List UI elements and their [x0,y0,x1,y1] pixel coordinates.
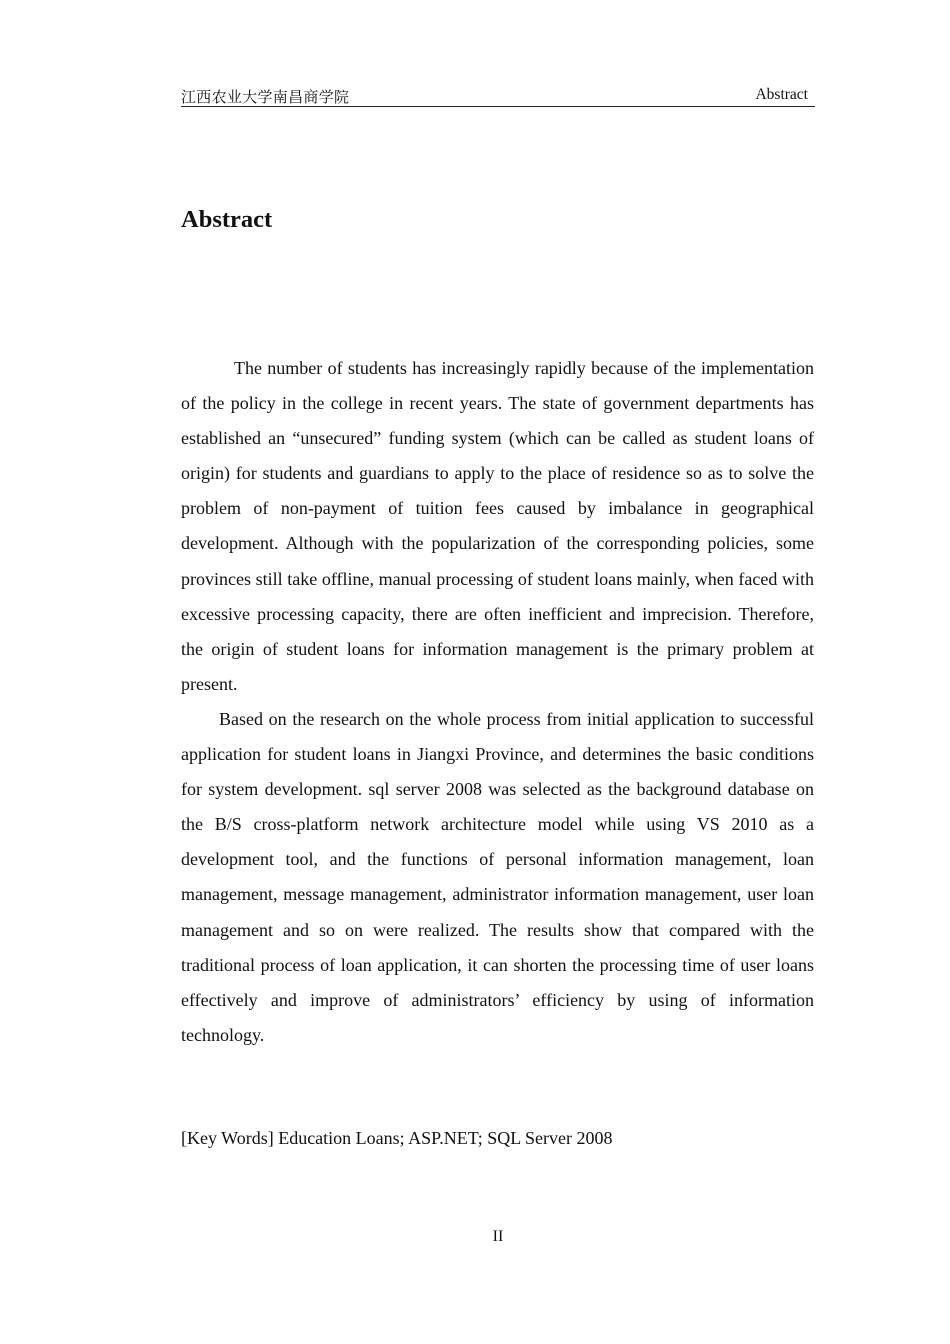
page-number: II [492,1228,504,1245]
keywords-line: [Key Words] Education Loans; ASP.NET; SQL Server 2008 [181,1128,613,1148]
header-institution: 江西农业大学南昌商学院 [181,88,350,106]
page-title: Abstract [181,206,273,233]
page-header [181,84,815,107]
header-section: Abstract [755,86,808,103]
abstract-body [181,351,814,1053]
abstract-paragraph-1: The number of students has increasingly rapidly because of the implementation of the policy in the college in recent years. The state of government departments has established an “unsecured” funding system (which can be called as student loans of origin) for students and guardians to apply to the place of residence so as to solve the problem of non-payment of tuition fees caused by imbalance in geographical development. Although with the popularization of the corresponding policies, some provinces still take offline, manual processing of student loans mainly, when faced with excessive processing capacity, there are often inefficient and imprecision. Therefore, the origin of student loans for information management is the primary problem at present. [181,358,814,694]
abstract-paragraph-2: Based on the research on the whole process from initial application to successful application for student loans in Jiangxi Province, and determines the basic conditions for system development. sql server 2008 was selected as the background database on the B/S cross-platform network architecture model while using VS 2010 as a development tool, and the functions of personal information management, loan management, message management, administrator information management, user loan management and so on were realized. The results show that compared with the traditional process of loan application, it can shorten the processing time of user loans effectively and improve of administrators’ efficiency by using of information technology. [181,708,814,1045]
